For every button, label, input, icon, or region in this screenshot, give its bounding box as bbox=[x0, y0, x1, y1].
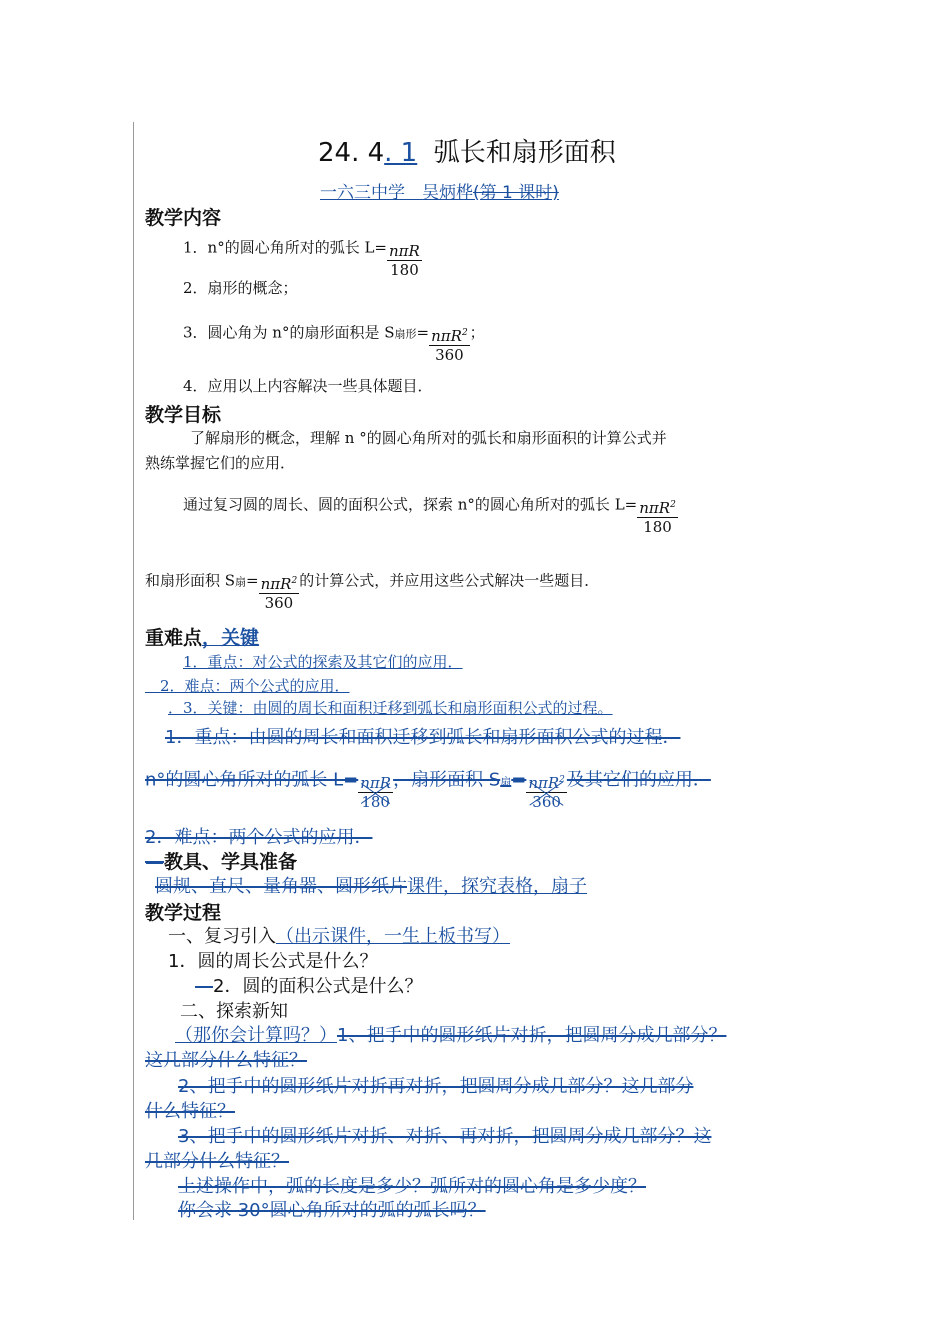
old-area-formula bbox=[526, 774, 567, 811]
heading-key-points bbox=[145, 623, 259, 650]
obj-arc-den: 180 bbox=[643, 518, 672, 536]
objective-line-1: 了解扇形的概念，理解 n °的圆心角所对的弧长和扇形面积的计算公式并 bbox=[190, 429, 667, 447]
obj-area-formula bbox=[259, 575, 300, 612]
obj3-sub: 扇 bbox=[235, 575, 247, 589]
heading-objectives: 教学目标 bbox=[145, 404, 222, 426]
explore-3-line-2: 几部分什么特征？ bbox=[145, 1151, 289, 1172]
old-arc-formula bbox=[358, 774, 393, 811]
q2-dash: — bbox=[195, 976, 213, 997]
area-numerator bbox=[429, 327, 470, 346]
margin-line bbox=[133, 122, 134, 1220]
old2-text-b: ，扇形面积 S bbox=[393, 769, 501, 791]
key-heading-text: 重难点 bbox=[145, 627, 203, 649]
key-old-1: 1．重点：由圆的周长和面积迁移到弧长和扇形面积公式的过程． bbox=[165, 727, 681, 748]
old2-text-a: n°的圆心角所对的弧长 L= bbox=[145, 769, 359, 791]
area-formula bbox=[429, 327, 470, 364]
item3-text: 3．圆心角为 n°的扇形面积是 S bbox=[183, 323, 395, 342]
title-number-suffix: . 1 bbox=[384, 138, 418, 168]
heading-process: 教学过程 bbox=[145, 902, 222, 924]
key-old-2 bbox=[145, 762, 711, 811]
explore-1-line-1 bbox=[175, 1021, 726, 1047]
arc-numerator: nπR bbox=[389, 242, 420, 260]
content-item-4: 4．应用以上内容解决一些具体题目． bbox=[183, 377, 433, 395]
explore-question-arc: 上述操作中，弧的长度是多少？弧所对的圆心角是多少度？ bbox=[178, 1176, 646, 1197]
objective-para-3 bbox=[145, 563, 600, 612]
old-area-num-text: nπR bbox=[528, 774, 560, 792]
old-area-num bbox=[526, 774, 567, 793]
obj3-eq: = bbox=[246, 571, 259, 590]
explore-2-line-1: 2、把手中的圆形纸片对折再对折，把圆周分成几部分？这几部分 bbox=[178, 1076, 694, 1097]
explore-3-line-1: 3、把手中的圆形纸片对折、对折、再对折，把圆周分成几部分？这 bbox=[178, 1126, 712, 1147]
key-new-1: 1．重点：对公式的探索及其它们的应用． bbox=[183, 653, 463, 671]
item3-suffix: ； bbox=[469, 323, 485, 342]
heading-materials bbox=[145, 847, 297, 874]
obj-arc-formula bbox=[637, 499, 678, 536]
obj-arc-num bbox=[637, 499, 678, 518]
old-arc-den: 180 bbox=[361, 793, 390, 811]
obj-area-num-text: nπR bbox=[260, 575, 292, 593]
old-area-exp: 2 bbox=[559, 775, 565, 785]
key-new-3: ．3．关键：由圆的周长和面积迁移到弧长和扇形面积公式的过程。 bbox=[168, 699, 613, 717]
old-arc-num: nπR bbox=[360, 774, 392, 792]
period: (第 1 课时) bbox=[473, 183, 559, 203]
explore-question-30: 你会求 30°圆心角所对的弧的弧长吗？ bbox=[178, 1200, 486, 1221]
old-area-den: 360 bbox=[532, 793, 561, 811]
obj-area-den: 360 bbox=[264, 594, 294, 612]
old2-eq: = bbox=[511, 769, 527, 791]
item3-eq: = bbox=[416, 323, 430, 342]
title-text: 弧长和扇形面积 bbox=[433, 138, 616, 168]
explore-1-text: 1、把手中的圆形纸片对折，把圆周分成几部分？ bbox=[337, 1025, 727, 1046]
content-item-2: 2．扇形的概念； bbox=[183, 279, 298, 297]
materials-list bbox=[155, 872, 587, 898]
materials-old: 圆规、直尺、量角器、圆形纸片 bbox=[155, 876, 407, 897]
q2-text: 2．圆的面积公式是什么？ bbox=[213, 976, 423, 997]
step1-note: （出示课件，一生上板书写） bbox=[276, 926, 510, 947]
area-denominator: 360 bbox=[435, 346, 464, 364]
question-2 bbox=[195, 972, 422, 998]
content-item-3 bbox=[183, 315, 485, 364]
question-1: 1．圆的周长公式是什么？ bbox=[168, 951, 378, 972]
page-title bbox=[318, 132, 616, 169]
obj-area-exp: 2 bbox=[291, 576, 298, 586]
area-exp: 2 bbox=[461, 328, 468, 338]
explore-1-line-2: 这几部分什么特征？ bbox=[145, 1050, 307, 1071]
obj3-suffix: 的计算公式，并应用这些公式解决一些题目． bbox=[299, 571, 600, 590]
materials-heading-text: 教具、学具准备 bbox=[164, 851, 298, 873]
old2-sub: 扇 bbox=[500, 775, 512, 789]
materials-dash: — bbox=[145, 851, 164, 873]
heading-content: 教学内容 bbox=[145, 207, 222, 229]
subtitle bbox=[320, 178, 559, 203]
arc-formula bbox=[387, 242, 422, 279]
arc-denominator: 180 bbox=[390, 261, 419, 279]
ask-text: （那你会计算吗？） bbox=[175, 1025, 337, 1046]
item3-sub: 扇形 bbox=[394, 327, 417, 341]
item1-text: 1．n°的圆心角所对的弧长 L= bbox=[183, 238, 388, 257]
objective-para-2 bbox=[183, 487, 678, 536]
process-step-1 bbox=[168, 922, 510, 948]
obj2-text: 通过复习圆的周长、圆的面积公式，探索 n°的圆心角所对的弧长 L= bbox=[183, 495, 638, 514]
old2-text-c: 及其它们的应用． bbox=[566, 769, 711, 791]
content-item-1 bbox=[183, 230, 422, 279]
step1-text: 一、复习引入 bbox=[168, 926, 276, 947]
key-old-3: 2．难点：两个公式的应用． bbox=[145, 827, 373, 848]
obj-arc-exp: 2 bbox=[670, 500, 676, 510]
materials-new: 课件，探究表格，扇子 bbox=[407, 876, 587, 897]
process-step-2: 二、探索新知 bbox=[180, 1001, 288, 1022]
title-number: 24. 4 bbox=[318, 138, 385, 168]
key-heading-add: ，关键 bbox=[202, 627, 260, 649]
obj-arc-num-text: nπR bbox=[639, 499, 671, 517]
key-new-2: 2．难点：两个公式的应用． bbox=[145, 677, 350, 695]
author: 一六三中学 吴炳桦 bbox=[320, 183, 473, 203]
area-num-text: nπR bbox=[431, 327, 462, 345]
objective-line-2: 熟练掌握它们的应用． bbox=[145, 454, 296, 472]
obj-area-num bbox=[259, 575, 300, 594]
explore-2-line-2: 什么特征？ bbox=[145, 1101, 235, 1122]
obj3-text: 和扇形面积 S bbox=[145, 571, 236, 590]
